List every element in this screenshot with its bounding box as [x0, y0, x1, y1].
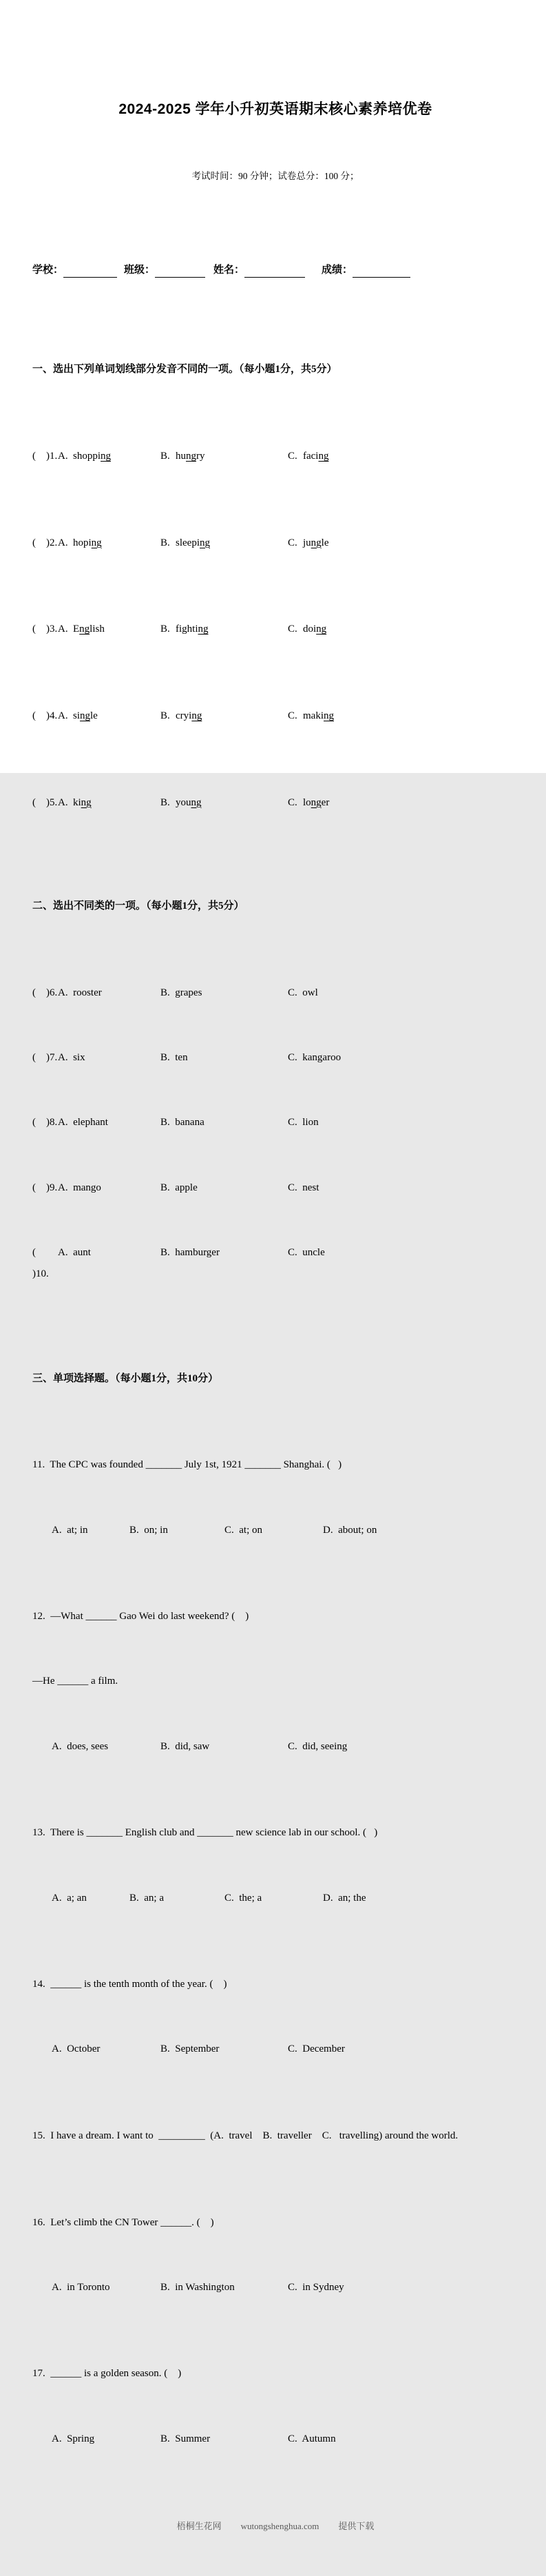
word-post: le [321, 537, 329, 548]
option-word [303, 797, 329, 808]
option-a: A. October [52, 2043, 101, 2055]
option-c [288, 533, 518, 554]
question-14: 14. ______ is the tenth month of the year. ( ) [32, 1979, 227, 1990]
footer-url: wutongshenghua.com [240, 2521, 319, 2532]
phonics-item-5 [32, 792, 518, 814]
option-c: C. Autumn [288, 2433, 336, 2444]
option-word [73, 451, 111, 462]
option-a: A. six [58, 1052, 85, 1064]
option-label: B. [160, 624, 170, 635]
classify-item-8 [32, 1112, 518, 1133]
option-a [58, 705, 160, 727]
classify-item-7 [32, 1047, 518, 1069]
item-number: ( )7. [32, 1052, 58, 1064]
class-label: 班级： [124, 265, 156, 276]
item-number: ( )6. [32, 987, 58, 998]
phonics-item-3 [32, 619, 518, 640]
section-2-heading: 二、选出不同类的一项。（每小题1分，共5分） [32, 900, 244, 912]
option-label: B. [160, 451, 170, 462]
section-1-heading: 一、选出下列单词划线部分发音不同的一项。（每小题1分，共5分） [32, 364, 337, 375]
option-word [303, 710, 334, 721]
option-word [176, 624, 209, 635]
word-pre: ki [73, 796, 81, 808]
question-15: 15. I have a dream. I want to _________ (A. travel B. traveller C. travelling) around the world. [32, 2130, 459, 2141]
option-b: B. September [160, 2043, 220, 2055]
section-3-heading: 三、单项选择题。（每小题1分，共10分） [32, 1372, 219, 1384]
option-word [73, 797, 92, 808]
word-pre: si [73, 710, 81, 721]
option-b [160, 705, 288, 727]
word-underlined: ng [311, 537, 322, 548]
word-pre: E [73, 624, 80, 635]
option-a: A. a; an [52, 1892, 87, 1904]
option-d: D. an; the [323, 1892, 366, 1904]
phonics-item-1 [32, 446, 518, 467]
question-12-options [32, 1736, 518, 1758]
option-b [160, 619, 288, 640]
option-b: B. apple [160, 1182, 198, 1193]
option-b: B. did, saw [160, 1740, 210, 1752]
question-14-options [32, 2039, 518, 2060]
option-a: A. Spring [52, 2433, 95, 2444]
word-post: ry [196, 451, 205, 462]
phonics-item-4 [32, 705, 518, 727]
option-word [176, 797, 202, 808]
word-pre: sleepi [176, 537, 200, 548]
option-word [176, 710, 202, 721]
footer-brand: 梧桐生花网 [176, 2521, 222, 2532]
classify-item-10 [32, 1242, 518, 1286]
option-label: C. [288, 710, 297, 721]
page-footer [32, 2520, 518, 2533]
option-label: C. [288, 537, 297, 548]
word-underlined: ng [191, 710, 202, 721]
word-pre: cryi [176, 710, 192, 721]
word-pre: you [176, 796, 191, 808]
option-label: A. [58, 624, 68, 635]
info-field-score [322, 262, 410, 278]
option-c: C. in Sydney [288, 2281, 344, 2293]
option-label: C. [288, 451, 297, 462]
school-blank [63, 265, 117, 278]
option-a: A. aunt [58, 1246, 91, 1258]
info-field-school [32, 262, 124, 278]
score-blank [353, 265, 410, 278]
word-underlined: ng [318, 451, 329, 462]
score-label: 成绩： [322, 265, 353, 276]
question-11-options [32, 1520, 518, 1541]
option-c [288, 705, 518, 727]
word-pre: lo [303, 796, 311, 808]
option-a: A. rooster [58, 987, 102, 998]
option-a: A. does, sees [52, 1740, 109, 1752]
option-word [73, 537, 102, 548]
option-word [176, 537, 210, 548]
option-word [73, 624, 105, 635]
option-b [160, 533, 288, 554]
word-pre: maki [303, 710, 324, 721]
question-11: 11. The CPC was founded _______ July 1st, 1921 _______ Shanghai. ( ) [32, 1459, 342, 1471]
question-12-reply: —He ______ a film. [32, 1676, 118, 1687]
word-pre: fighti [176, 624, 198, 635]
word-post: le [90, 710, 98, 721]
option-word [73, 710, 98, 721]
word-pre: faci [303, 451, 319, 462]
word-post: lish [90, 624, 105, 635]
option-c [288, 619, 518, 640]
option-a [58, 792, 160, 814]
footer-download-note: 提供下载 [338, 2521, 375, 2532]
option-b [160, 446, 288, 467]
option-a: A. at; in [52, 1524, 88, 1536]
info-field-name [213, 262, 322, 278]
question-13: 13. There is _______ English club and _______ new science lab in our school. ( ) [32, 1827, 378, 1839]
item-number: ( )2. [32, 537, 58, 548]
option-word [303, 537, 329, 548]
question-16-options [32, 2277, 518, 2298]
option-label: A. [58, 451, 68, 462]
option-a: A. mango [58, 1182, 101, 1193]
item-number: ( )5. [32, 796, 58, 808]
option-label: A. [58, 537, 68, 548]
option-b: B. grapes [160, 987, 202, 998]
word-pre: shoppi [73, 451, 101, 462]
item-number: ( )9. [32, 1182, 58, 1193]
option-label: C. [288, 624, 297, 635]
option-label: C. [288, 796, 297, 808]
classify-item-9 [32, 1177, 518, 1199]
option-c [288, 792, 518, 814]
option-a [58, 533, 160, 554]
option-b: B. banana [160, 1117, 204, 1129]
option-label: B. [160, 710, 170, 721]
word-underlined: ng [198, 624, 209, 635]
word-underlined: ng [91, 537, 102, 548]
question-17-options [32, 2429, 518, 2450]
item-number: ( )8. [32, 1117, 58, 1129]
word-pre: ju [303, 537, 311, 548]
question-12: 12. —What ______ Gao Wei do last weekend? ( ) [32, 1611, 249, 1622]
option-b: B. in Washington [160, 2281, 235, 2293]
option-c: C. the; a [224, 1892, 262, 1904]
option-b: B. Summer [160, 2433, 211, 2444]
name-blank [244, 265, 305, 278]
word-underlined: ng [80, 710, 91, 721]
info-field-class [124, 262, 213, 278]
option-b: B. an; a [129, 1892, 164, 1904]
option-d: D. about; on [323, 1524, 377, 1536]
option-label: A. [58, 796, 68, 808]
phonics-item-2 [32, 533, 518, 554]
option-c: C. December [288, 2043, 345, 2055]
option-c: C. uncle [288, 1246, 325, 1258]
option-word [176, 451, 205, 462]
option-word [303, 451, 328, 462]
option-c: C. did, seeing [288, 1740, 348, 1752]
word-underlined: ng [316, 624, 327, 635]
option-c: C. owl [288, 987, 318, 998]
option-c: C. lion [288, 1117, 319, 1129]
exam-meta: 考试时间：90 分钟；试卷总分：100 分； [191, 171, 359, 182]
word-underlined: ng [186, 451, 196, 462]
option-c: C. kangaroo [288, 1052, 342, 1064]
classify-item-6 [32, 982, 518, 1004]
option-a: A. in Toronto [52, 2281, 110, 2293]
student-info-row [32, 262, 518, 278]
school-label: 学校： [32, 265, 64, 276]
word-pre: hopi [73, 537, 92, 548]
word-post: er [321, 796, 330, 808]
page-title: 2024-2025 学年小升初英语期末核心素养培优卷 [118, 101, 432, 118]
word-pre: hu [176, 451, 186, 462]
option-c: C. nest [288, 1182, 319, 1193]
option-c: C. at; on [224, 1524, 262, 1536]
word-underlined: ng [311, 796, 322, 808]
option-b [160, 792, 288, 814]
option-c [288, 446, 518, 467]
question-13-options [32, 1888, 518, 1909]
option-label: B. [160, 796, 170, 808]
item-number: ( )1. [32, 451, 58, 462]
word-underlined: ng [79, 624, 90, 635]
question-16: 16. Let’s climb the CN Tower ______. ( ) [32, 2216, 214, 2228]
option-b: B. hamburger [160, 1246, 220, 1258]
option-b: B. ten [160, 1052, 188, 1064]
word-underlined: ng [324, 710, 334, 721]
word-pre: doi [303, 624, 317, 635]
option-a: A. elephant [58, 1117, 108, 1129]
class-blank [155, 265, 205, 278]
option-b: B. on; in [129, 1524, 168, 1536]
word-underlined: ng [200, 537, 210, 548]
option-label: A. [58, 710, 68, 721]
option-word [303, 624, 326, 635]
word-underlined: ng [81, 796, 92, 808]
word-underlined: ng [191, 796, 202, 808]
item-number: ( )4. [32, 710, 58, 721]
item-number: ( )3. [32, 624, 58, 635]
name-label: 姓名： [213, 265, 245, 276]
question-17: 17. ______ is a golden season. ( ) [32, 2368, 182, 2380]
option-label: B. [160, 537, 170, 548]
item-number: ( )10. [32, 1246, 49, 1280]
option-a [58, 619, 160, 640]
option-a [58, 446, 160, 467]
word-underlined: ng [101, 451, 112, 462]
